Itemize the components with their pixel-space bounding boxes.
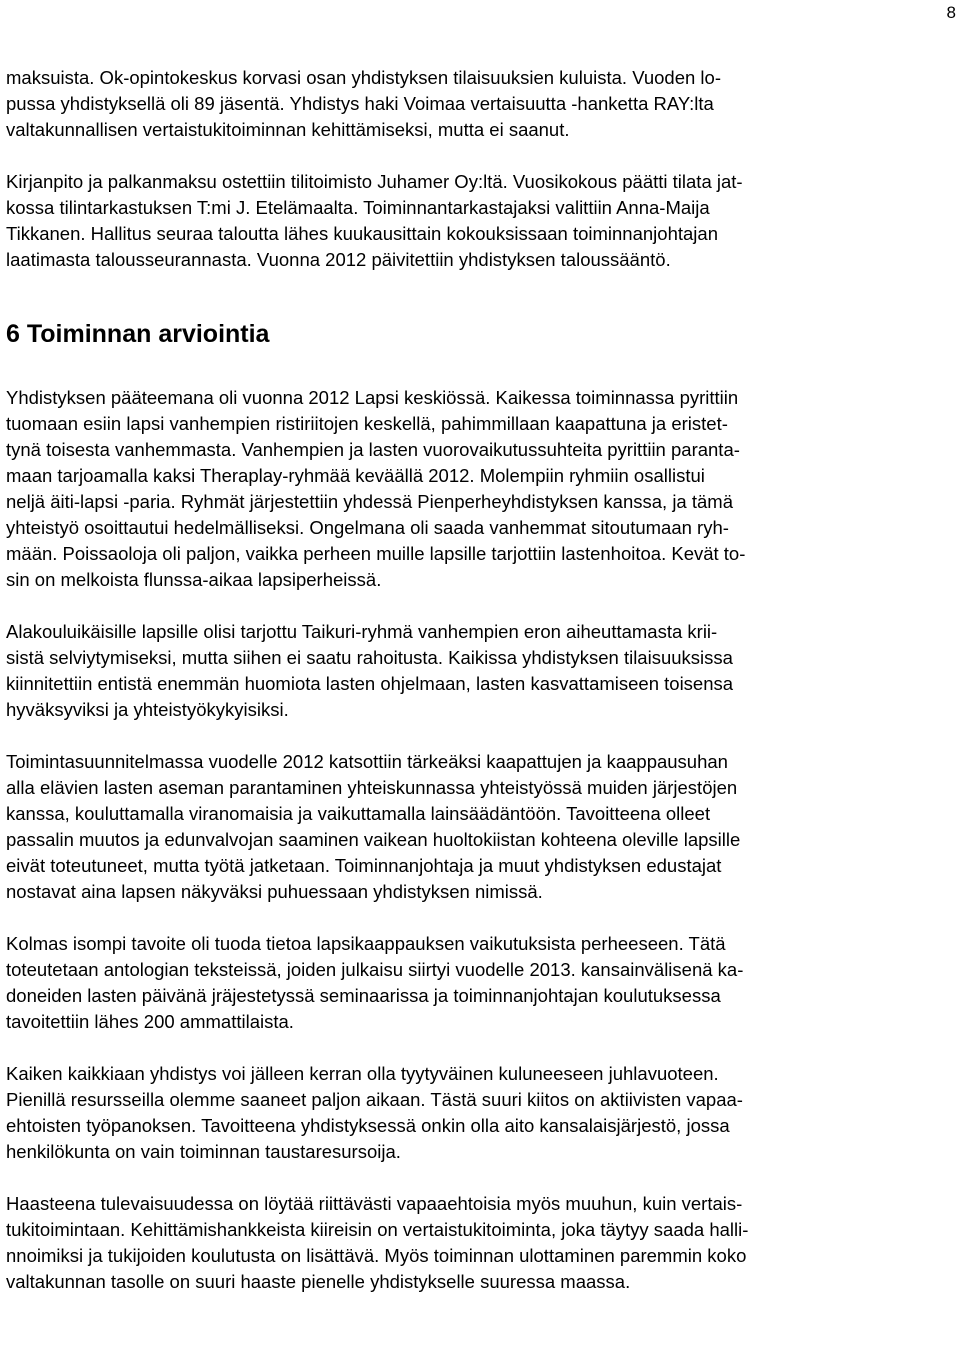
- text-line: Kolmas isompi tavoite oli tuoda tietoa lapsikaappauksen vaikutuksista perheeseen. Tätä: [6, 933, 726, 954]
- text-line: ehtoisten työpanoksen. Tavoitteena yhdistyksessä onkin olla aito kansalaisjärjestö, jossa: [6, 1115, 730, 1136]
- text-line: alla elävien lasten aseman parantaminen yhteiskunnassa yhteistyössä muiden järjestöjen: [6, 777, 738, 798]
- page-number: 8: [946, 3, 956, 22]
- text-line: Yhdistyksen pääteemana oli vuonna 2012 Lapsi keskiössä. Kaikessa toiminnassa pyrittiin: [6, 387, 739, 408]
- paragraph-third-goal: [6, 931, 954, 1035]
- text-line: eivät toteutuneet, mutta työtä jatketaan. Toiminnanjohtaja ja muut yhdistyksen edustajat: [6, 855, 722, 876]
- text-line: valtakunnan tasolle on suuri haaste pienelle yhdistykselle suuressa maassa.: [6, 1271, 631, 1292]
- text-line: sistä selviytymiseksi, mutta siihen ei saatu rahoitusta. Kaikissa yhdistyksen tilaisuuksissa: [6, 647, 733, 668]
- text-line: valtakunnallisen vertaistukitoiminnan kehittämiseksi, mutta ei saanut.: [6, 119, 570, 140]
- text-line: Pienillä resursseilla olemme saaneet paljon aikaan. Tästä suuri kiitos on aktiivisten vapaa-: [6, 1089, 743, 1110]
- paragraph-action-plan: [6, 749, 954, 905]
- text-line: mään. Poissaoloja oli paljon, vaikka perheen muille lapsille tarjottiin lastenhoitoa. Kevät to-: [6, 543, 746, 564]
- text-line: tuomaan esiin lapsi vanhempien ristiriitojen keskellä, pahimmillaan kaapattuna ja eristet-: [6, 413, 728, 434]
- text-line: tynä toisesta vanhemmasta. Vanhempien ja lasten vuorovaikutussuhteita pyrittiin paranta-: [6, 439, 740, 460]
- text-line: Kirjanpito ja palkanmaksu ostettiin tilitoimisto Juhamer Oy:ltä. Vuosikokous päätti tilata jat-: [6, 171, 743, 192]
- paragraph-main-theme: [6, 385, 954, 593]
- text-line: toteutetaan antologian teksteissä, joiden julkaisu siirtyi vuodelle 2013. kansainvälisenä ka-: [6, 959, 744, 980]
- text-line: kossa tilintarkastuksen T:mi J. Etelämaalta. Toiminnantarkastajaksi valittiin Anna-Maija: [6, 197, 710, 218]
- document-body: [6, 65, 954, 1295]
- text-line: maan tarjoamalla kaksi Theraplay-ryhmää keväällä 2012. Molempiin ryhmiin osallistui: [6, 465, 705, 486]
- text-line: sin on melkoista flunssa-aikaa lapsiperheissä.: [6, 569, 382, 590]
- text-line: nostavat aina lapsen näkyväksi puhuessaan yhdistyksen nimissä.: [6, 881, 543, 902]
- text-line: tukitoimintaan. Kehittämishankkeista kiireisin on vertaistukitoiminta, joka täytyy saada halli-: [6, 1219, 749, 1240]
- text-line: maksuista. Ok-opintokeskus korvasi osan yhdistyksen tilaisuuksien kuluista. Vuoden lo-: [6, 67, 721, 88]
- text-line: pussa yhdistyksellä oli 89 jäsentä. Yhdistys haki Voimaa vertaisuutta -hanketta RAY:lta: [6, 93, 714, 114]
- text-line: neljä äiti-lapsi -paria. Ryhmät järjestettiin yhdessä Pienperheyhdistyksen kanssa, ja tämä: [6, 491, 733, 512]
- text-line: Toimintasuunnitelmassa vuodelle 2012 katsottiin tärkeäksi kaapattujen ja kaappausuhan: [6, 751, 728, 772]
- text-line: kanssa, kouluttamalla viranomaisia ja vaikuttamalla lainsäädäntöön. Tavoitteena olleet: [6, 803, 711, 824]
- text-line: Alakouluikäisille lapsille olisi tarjottu Taikuri-ryhmä vanhempien eron aiheuttamasta krii-: [6, 621, 718, 642]
- paragraph-challenges: [6, 1191, 954, 1295]
- text-line: passalin muutos ja edunvalvojan saaminen vaikean huoltokiistan kohteena oleville lapsille: [6, 829, 741, 850]
- section-heading: 6 Toiminnan arviointia: [6, 320, 270, 348]
- text-line: Tikkanen. Hallitus seuraa taloutta lähes kuukausittain kokouksissaan toiminnanjohtajan: [6, 223, 718, 244]
- text-line: tavoitettiin lähes 200 ammattilaista.: [6, 1011, 294, 1032]
- text-line: henkilökunta on vain toiminnan taustaresursoija.: [6, 1141, 401, 1162]
- paragraph-membership: [6, 65, 954, 143]
- text-line: laatimasta talousseurannasta. Vuonna 2012 päivitettiin yhdistyksen taloussääntö.: [6, 249, 671, 270]
- paragraph-school-children: [6, 619, 954, 723]
- text-line: kiinnitettiin entistä enemmän huomiota lasten ohjelmaan, lasten kasvattamiseen toisensa: [6, 673, 734, 694]
- text-line: yhteistyö osoittautui hedelmälliseksi. Ongelmana oli saada vanhemmat sitoutumaan ryh-: [6, 517, 729, 538]
- paragraph-summary: [6, 1061, 954, 1165]
- text-line: nnoimiksi ja tukijoiden koulutusta on lisättävä. Myös toiminnan ulottaminen paremmin koko: [6, 1245, 747, 1266]
- text-line: doneiden lasten päivänä jräjestetyssä seminaarissa ja toiminnanjohtajan koulutuksessa: [6, 985, 721, 1006]
- paragraph-accounting: [6, 169, 954, 273]
- text-line: hyväksyviksi ja yhteistyökykyisiksi.: [6, 699, 289, 720]
- text-line: Kaiken kaikkiaan yhdistys voi jälleen kerran olla tyytyväinen kuluneeseen juhlavuoteen.: [6, 1063, 719, 1084]
- text-line: Haasteena tulevaisuudessa on löytää riittävästi vapaaehtoisia myös muuhun, kuin vertais-: [6, 1193, 743, 1214]
